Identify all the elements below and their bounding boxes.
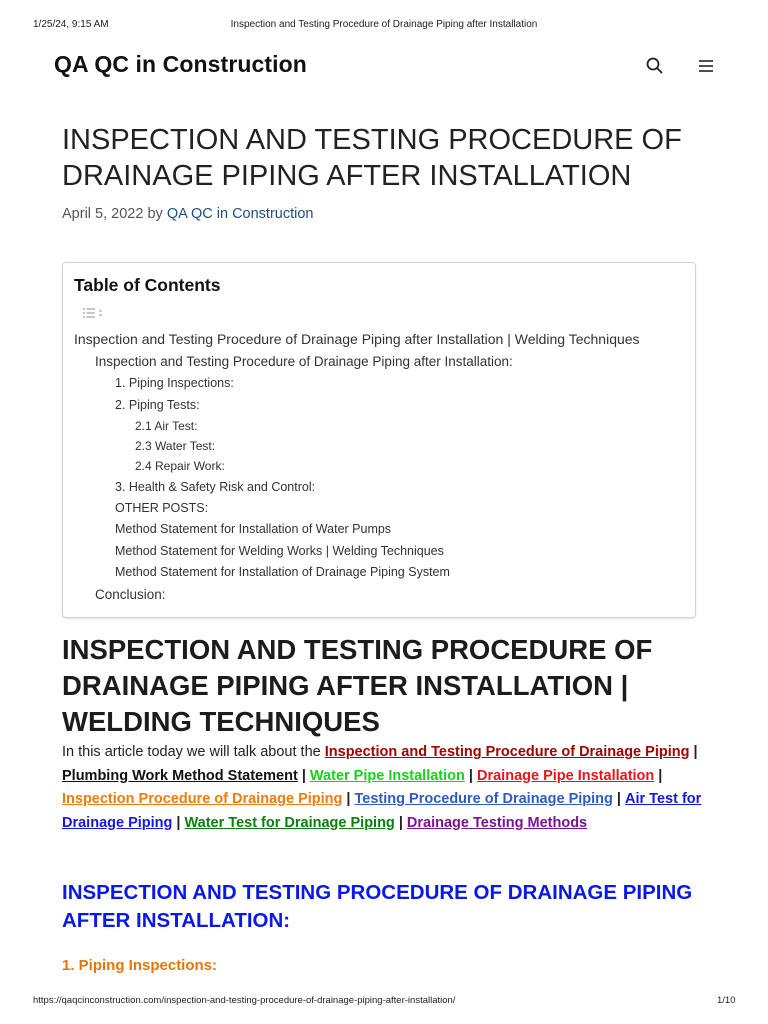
page-title: INSPECTION AND TESTING PROCEDURE OF DRAINAGE PIPING AFTER INSTALLATION [62,124,682,192]
site-header [0,40,768,90]
print-page-number: 1/10 [717,995,736,1006]
toc-link[interactable]: 2.3 Water Test: [135,439,216,453]
toc-link[interactable]: Method Statement for Installation of Water Pumps [115,522,392,536]
table-of-contents [62,262,696,618]
article-link[interactable]: Inspection and Testing Procedure of Drainage Piping [324,744,690,760]
search-button[interactable] [642,53,668,79]
article-heading: INSPECTION AND TESTING PROCEDURE OF DRAINAGE PIPING AFTER INSTALLATION | WELDING TECHNIQUES [62,634,653,737]
print-datetime: 1/25/24, 9:15 AM [33,19,109,30]
post-author-link[interactable]: QA QC in Construction [166,206,314,222]
toc-link[interactable]: Method Statement for Installation of Drainage Piping System [115,565,450,579]
article-link[interactable]: Drainage Testing Methods [406,814,588,831]
list-toggle-icon [79,306,105,320]
intro-paragraph [62,741,712,835]
article-link[interactable]: Air Test for Drainage Piping [62,791,702,831]
toc-title: Table of Contents [74,275,221,295]
post-by: by [147,206,163,222]
post-meta [62,206,313,222]
toc-link[interactable]: 2.4 Repair Work: [135,459,225,473]
print-header [0,0,768,30]
intro-text: In this article today we will talk about the [62,744,321,760]
article-link[interactable]: Inspection Procedure of Drainage Piping [62,791,343,807]
toc-link[interactable]: Method Statement for Welding Works | Welding Techniques [115,544,444,558]
link-separator: | [346,791,351,807]
article-link[interactable]: Water Test for Drainage Piping [184,814,395,831]
link-separator: | [658,767,663,784]
toc-link[interactable]: 1. Piping Inspections: [115,376,234,390]
link-separator: | [398,814,403,831]
menu-button[interactable] [693,53,719,79]
link-separator: | [301,767,306,784]
article-link[interactable]: Water Pipe Installation [309,767,465,784]
link-separator: | [468,767,473,784]
toc-link[interactable]: OTHER POSTS: [115,501,209,515]
article-link[interactable]: Testing Procedure of Drainage Piping [354,791,613,807]
toc-link[interactable]: Inspection and Testing Procedure of Drainage Piping after Installation: [95,354,513,369]
section-heading: INSPECTION AND TESTING PROCEDURE OF DRAINAGE PIPING AFTER INSTALLATION: [62,881,693,932]
toc-link[interactable]: 2.1 Air Test: [135,419,198,433]
search-icon [642,53,668,79]
subsection-heading: 1. Piping Inspections: [62,957,218,974]
article-link[interactable]: Plumbing Work Method Statement [62,767,298,784]
toc-link[interactable]: Inspection and Testing Procedure of Drainage Piping after Installation | Welding Techniques [74,331,640,347]
link-separator: | [176,814,181,831]
post-date: April 5, 2022 [62,206,144,222]
toc-link[interactable]: 2. Piping Tests: [115,398,200,412]
toc-toggle-button[interactable] [79,306,105,320]
article-link[interactable]: Drainage Pipe Installation [477,767,655,784]
link-separator: | [616,791,621,807]
print-url: https://qaqcinconstruction.com/inspection-and-testing-procedure-of-drainage-piping-after-installation/ [33,995,456,1006]
link-separator: | [693,744,698,760]
toc-link[interactable]: Conclusion: [95,587,166,602]
print-document-title: Inspection and Testing Procedure of Drainage Piping after Installation [230,19,538,30]
site-title-link[interactable]: QA QC in Construction [54,51,307,77]
hamburger-menu-icon [693,53,719,79]
toc-link[interactable]: 3. Health & Safety Risk and Control: [115,480,316,494]
